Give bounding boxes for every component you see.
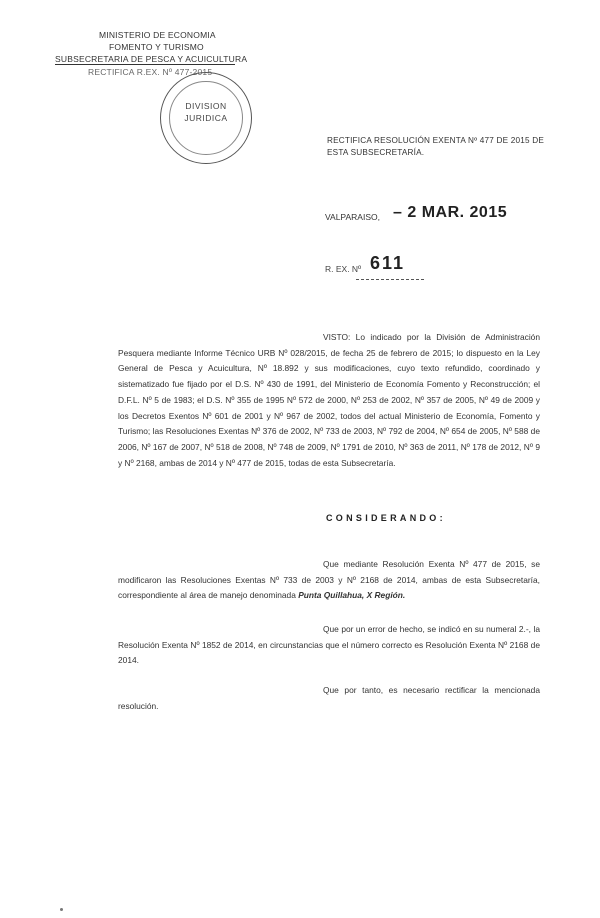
stamp-text-juridica: JURIDICA — [184, 113, 228, 123]
area-name: Punta Quillahua, X Región. — [298, 590, 406, 601]
reference-subject: RECTIFICA RESOLUCIÓN EXENTA Nº 477 DE 2015 DE ESTA SUBSECRETARÍA. — [327, 136, 545, 157]
division-stamp — [160, 72, 252, 164]
considerando-1-text: Que mediante Resolución Exenta Nº 477 de 2015, se modificaron las Resoluciones Exentas Nº 733 de 2003 y Nº 2168 de 2014, ambas de esta Subsecretaría, correspondiente al área de manejo denominada — [118, 559, 540, 601]
resolution-label: R. EX. Nº — [325, 264, 362, 274]
document-code: RECTIFICA R.EX. Nº 477-2015 — [88, 67, 213, 77]
considerando-paragraph-1 — [118, 557, 540, 604]
considerando-heading: CONSIDERANDO: — [326, 513, 446, 523]
date-stamp: – 2 MAR. 2015 — [393, 204, 508, 221]
header-underline — [55, 64, 235, 65]
subsecretaria-name: SUBSECRETARIA DE PESCA Y ACUICULTURA — [55, 54, 248, 64]
stamp-text-division: DIVISION — [185, 101, 227, 111]
considerando-3-text: Que por tanto, es necesario rectificar la mencionada resolución. — [118, 685, 540, 711]
ministry-subtitle: FOMENTO Y TURISMO — [109, 42, 204, 52]
ministry-name: MINISTERIO DE ECONOMIA — [99, 30, 216, 40]
page-mark — [60, 908, 63, 911]
resolution-number-underline — [356, 279, 424, 280]
considerando-2-text: Que por un error de hecho, se indicó en su numeral 2.-, la Resolución Exenta Nº 1852 de 2014, en circunstancias que el número correcto es Resolución Exenta Nº 2168 de 2014. — [118, 624, 540, 666]
considerando-paragraph-3 — [118, 683, 540, 714]
visto-text: Lo indicado por la División de Administración Pesquera mediante Informe Técnico URB Nº 028/2015, de fecha 25 de febrero de 2015; lo dispuesto en la Ley General de Pesca y Acuicultura, Nº 18.892 y sus modificaciones, cuyo texto refundido, coordinado y sistematizado fue fijado por el D.S. Nº 430 de 1991, del Ministerio de Economía Fomento y Reconstrucción; el D.F.L. Nº 5 de 1983; el D.S. Nº 355 de 1995 Nº 572 de 2000, Nº 253 de 2002, Nº 357 de 2005, Nº 49 de 2009 y los Decretos Exentos Nº 601 de 2001 y Nº 967 de 2002, todos del actual Ministerio de Economía, Fomento y Turismo; las Resoluciones Exentas Nº 376 de 2002, Nº 733 de 2003, Nº 792 de 2004, Nº 654 de 2005, Nº 588 de 2006, Nº 167 de 2007, Nº 518 de 2008, Nº 748 de 2009, Nº 1791 de 2010, Nº 363 de 2011, Nº 178 de 2012, Nº 9 y Nº 2168, ambas de 2014 y Nº 477 de 2015, todas de esta Subsecretaría. — [118, 332, 541, 468]
place-label: VALPARAISO, — [325, 212, 380, 222]
considerando-paragraph-2 — [118, 622, 540, 669]
visto-paragraph — [118, 330, 540, 471]
visto-label: VISTO: — [323, 332, 351, 342]
resolution-number: 611 — [370, 253, 406, 273]
